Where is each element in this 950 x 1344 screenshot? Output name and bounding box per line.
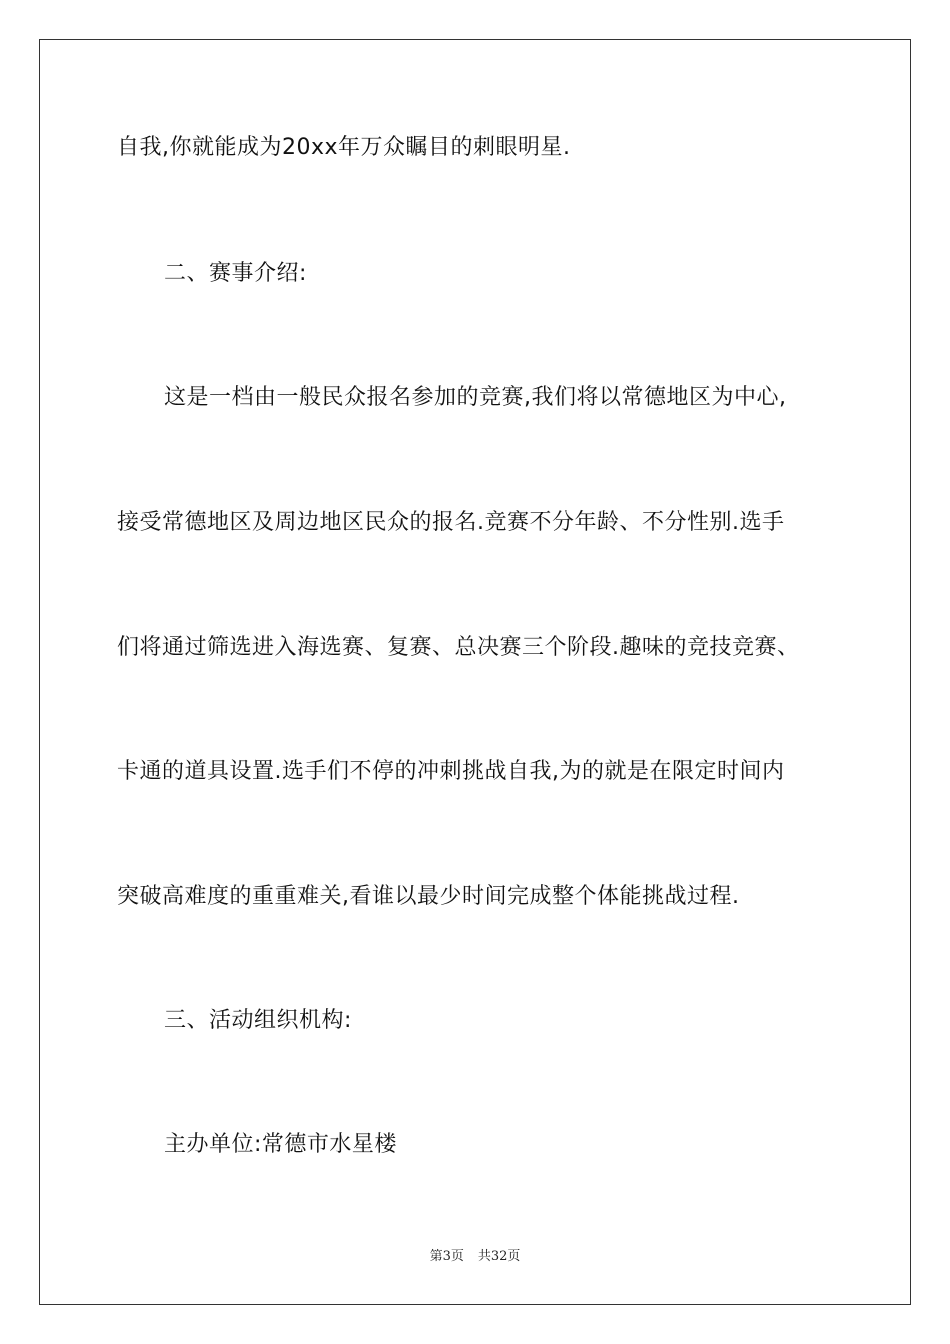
page-number: 第3页 bbox=[429, 1249, 464, 1264]
paragraph-line: 们将通过筛选进入海选赛、复赛、总决赛三个阶段.趣味的竞技竞赛、 bbox=[117, 635, 800, 660]
paragraph-line: 主办单位:常德市水星楼 bbox=[164, 1132, 397, 1157]
paragraph-line: 自我,你就能成为20xx年万众瞩目的刺眼明星. bbox=[117, 135, 571, 160]
section-heading: 二、赛事介绍: bbox=[164, 261, 307, 286]
page-footer bbox=[0, 1248, 950, 1266]
paragraph-line: 卡通的道具设置.选手们不停的冲刺挑战自我,为的就是在限定时间内 bbox=[117, 759, 785, 784]
paragraph-line: 突破高难度的重重难关,看谁以最少时间完成整个体能挑战过程. bbox=[117, 884, 740, 909]
section-heading: 三、活动组织机构: bbox=[164, 1008, 352, 1033]
page-border bbox=[39, 39, 911, 1305]
paragraph-line: 这是一档由一般民众报名参加的竞赛,我们将以常德地区为中心, bbox=[164, 385, 787, 410]
page-total: 共32页 bbox=[477, 1249, 521, 1264]
paragraph-line: 接受常德地区及周边地区民众的报名.竞赛不分年龄、不分性别.选手 bbox=[117, 510, 785, 535]
